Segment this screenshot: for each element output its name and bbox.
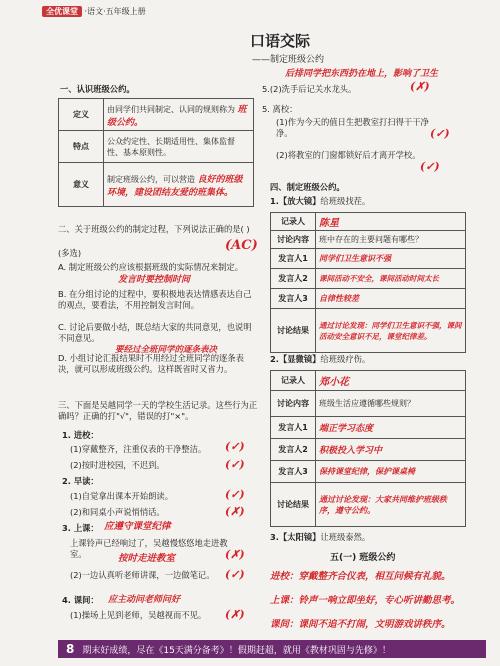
leave-q2: (2)将教室的门窗都锁好后才离开学校。 <box>276 150 421 160</box>
leave-q2-mark: (✓) <box>420 160 440 173</box>
check-mark: (✓) <box>225 488 245 501</box>
row-label: 特点 <box>59 131 104 163</box>
section2-title: 二、关于班级公约的制定过程，下列说法正确的是( ) <box>58 224 250 234</box>
row-content: 公众约定性、长期适用性、集体监督性、基本原则性。 <box>104 131 254 163</box>
page-number: 8 <box>66 642 75 656</box>
page-title: 口语交际 <box>250 32 311 50</box>
convention-line: 进校：穿戴整齐合仪表，相互问候有礼貌。 <box>270 571 451 582</box>
section4-title: 四、制定班级公约。 <box>270 182 345 192</box>
check-mark: (✓) <box>225 440 245 453</box>
item-5-2: 5.(2)洗手后记关水龙头。 <box>262 84 357 94</box>
item-line: (2)按时进校园，不迟到。 <box>70 460 165 470</box>
cross-mark-top: (✗) <box>410 80 430 93</box>
item-line: (1)操场上见到老师，吴越视而不见。 <box>70 610 207 620</box>
footer-slogan: 期末好成绩，尽在《15天满分备考》！假期赶超，就用《教材巩固与先修》！ <box>82 645 391 656</box>
handwritten-3b: 按时走进教室 <box>118 553 176 564</box>
cross-mark: (✗) <box>225 608 245 621</box>
cross-mark: (✗) <box>225 505 245 518</box>
microscope-table: 记录人 郑小花 讨论内容 班级生活应遵循哪些规则？ 发言人1 端正学习态度 发言人2 积极投入学习中 发言人3 保持课堂纪律，保护课桌椅 讨论结果 通过讨论发现：大家共同维护班级秩序，遵守公约。 <box>270 370 466 527</box>
item-label: 2. 早读： <box>62 476 99 486</box>
step2-heading: 2.【显微镜】给班级疗伤。 <box>270 354 371 364</box>
convention-line: 上课：铃声一响立即坐好，专心听讲勤思考。 <box>270 595 461 606</box>
item-line: (2)一边认真听老师讲课，一边做笔记。 <box>70 570 215 580</box>
handwritten-note-top: 后排同学把东西扔在地上，影响了卫生 <box>285 69 439 79</box>
step3-heading: 3.【太阳镜】让班级泰然。 <box>270 532 371 542</box>
item-line: 上课铃声已经响过了，吴越慢悠悠地走进教室。 <box>70 538 228 560</box>
multi-label: (多选) <box>58 248 82 258</box>
definition-table <box>58 98 254 207</box>
option-d: D. 小组讨论汇报结果时不用经过全班同学的逐条表决，就可以形成班级公约。这样既省时又省力。 <box>58 353 244 375</box>
footer-bar <box>58 640 486 658</box>
convention-title: 五(一) 班级公约 <box>330 553 396 563</box>
row-content: 由同学们共同制定、认同的规则称为 班级公约。 <box>104 99 254 131</box>
option-c: C. 讨论后要做小结，既总结大家的共同意见，也说明不同意见。 <box>58 322 252 344</box>
findfault-table: 记录人 陈星 讨论内容 班中存在的主要问题有哪些？ 发言人1 同学们卫生意识不强 发言人2 课间活动不安全，课间活动时间太长 发言人3 自律性较差 讨论结果 通过讨论发现：同学们卫生意识不强，课间活动安全意识不足，课堂纪律差。 <box>270 212 466 353</box>
cross-mark: (✗) <box>225 548 245 561</box>
check-mark: (✓) <box>225 458 245 471</box>
subject-label: ·语文·五年级上册 <box>84 7 146 16</box>
leave-q1-mark: (✓) <box>430 127 450 140</box>
item-line: (1)穿戴整齐，注重仪表的干净整洁。 <box>70 444 207 454</box>
handwritten-d: 要经过全班同学的逐条表决 <box>115 345 218 355</box>
handwritten-b: 发言时要控制时间 <box>118 275 191 285</box>
row-content: 制定班级公约，可以营造 良好的班级环境，建设团结友爱的班集体。 <box>104 163 254 207</box>
section1-title: 一、认识班级公约。 <box>60 84 135 94</box>
leave-q1: (1)作为今天的值日生把教室打扫得干干净净。 <box>276 117 429 139</box>
item-label: 3. 上课： <box>62 523 99 533</box>
check-mark: (✓) <box>225 568 245 581</box>
section3-title: 三、下面是吴越同学一天的学校生活记录。这些行为正确吗？正确的打"√"，错误的打"×"。 <box>58 400 258 422</box>
item-label: 1. 进校： <box>62 430 99 440</box>
leave-section: 5. 离校： <box>262 104 298 114</box>
option-b: B. 在分组讨论的过程中，要积极地表达情感表达自己的观点，要看法，不用控制发言时间。 <box>58 289 252 311</box>
item-line: (2)和同桌小声说悄悄话。 <box>70 507 165 517</box>
section2-answer: (AC) <box>225 238 258 253</box>
page-subtitle: ——制定班级公约 <box>252 55 325 65</box>
handwritten-4: 应主动问老师问好 <box>108 595 181 605</box>
page-header <box>42 6 146 17</box>
step1-heading: 1.【放大镜】给班级找茬。 <box>270 196 371 206</box>
handwritten-3: 应遵守课堂纪律 <box>104 521 171 532</box>
item-line: (1)自觉拿出课本开始朗读。 <box>70 491 174 501</box>
brand-badge: 全优课堂 <box>42 6 82 17</box>
row-label: 意义 <box>59 163 104 207</box>
option-a: A. 制定班级公约应该根据班级的实际情况来制定。 <box>58 262 244 272</box>
convention-line: 课间：课间不追不打闹，文明游戏讲秩序。 <box>270 619 451 630</box>
item-label: 4. 课间： <box>62 595 99 605</box>
row-label: 定义 <box>59 99 104 131</box>
